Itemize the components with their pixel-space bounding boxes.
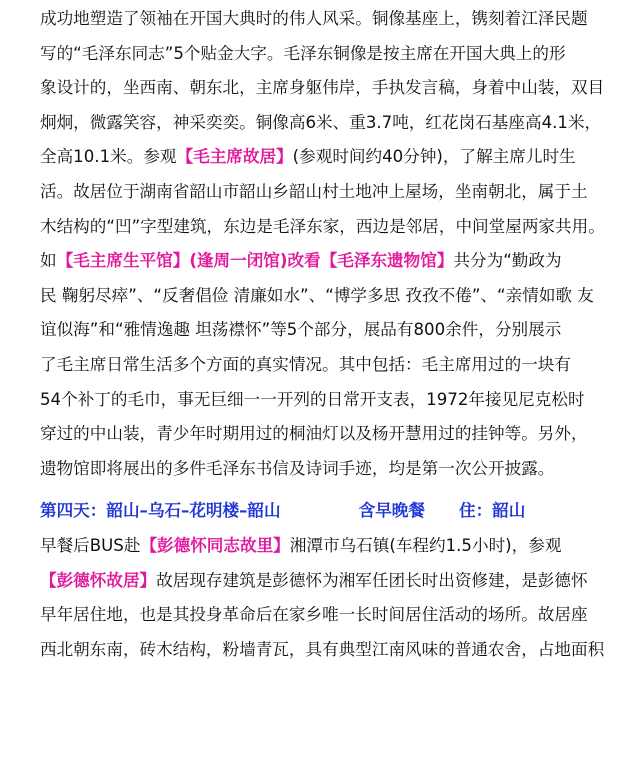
text-line: 穿过的中山装，青少年时期用过的桐油灯以及杨开慧用过的挂钟等。另外， (40, 424, 588, 444)
text-line: 【彭德怀故居】故居现存建筑是彭德怀为湘军任团长时出资修建，是彭德怀 (40, 570, 588, 590)
highlighted-attraction: 【彭德怀同志故里】 (140, 535, 290, 555)
text-line: 写的“毛泽东同志”5个贴金大字。毛泽东铜像是按主席在开国大典上的形 (40, 43, 566, 63)
text-line: 54个补丁的毛巾，事无巨细一一开列的日常开支表，1972年接见尼克松时 (40, 389, 585, 409)
text-line: 象设计的，坐西南、朝东北，主席身躯伟岸，手执发言稿，身着中山装，双目 (40, 78, 605, 98)
body-paragraph (40, 2, 613, 486)
day-meals: 含早晚餐 (358, 501, 425, 521)
text-line: 木结构的“凹”字型建筑，东边是毛泽东家，西边是邻居，中间堂屋两家共用。 (40, 216, 605, 236)
text-line: 炯炯，微露笑容，神采奕奕。铜像高6米、重3.7吨，红花岗石基座高4.1米， (40, 112, 602, 132)
highlighted-attraction: 【彭德怀故居】 (40, 570, 157, 590)
text-line: 民 鞠躬尽瘁”、“反奢倡俭 清廉如水”、“博学多思 孜孜不倦”、“亲情如歌 友 (40, 285, 594, 305)
day-route: 第四天：韶山–乌石–花明楼–韶山 (40, 501, 281, 521)
text-line: 遗物馆即将展出的多件毛泽东书信及诗词手迹，均是第一次公开披露。 (40, 458, 555, 478)
text-line: 了毛主席日常生活多个方面的真实情况。其中包括：毛主席用过的一块有 (40, 354, 571, 374)
text-line: 如【毛主席生平馆】(逢周一闭馆)改看【毛泽东遗物馆】共分为“勤政为 (40, 251, 562, 271)
text-line: 早餐后BUS赴【彭德怀同志故里】湘潭市乌石镇(车程约1.5小时)，参观 (40, 535, 562, 555)
text-line: 谊似海”和“雅情逸趣 坦荡襟怀”等5个部分，展品有800余件，分别展示 (40, 320, 562, 340)
highlighted-attraction: 【毛主席生平馆】(逢周一闭馆)改看【毛泽东遗物馆】 (56, 251, 454, 271)
text-line: 活。故居位于湖南省韶山市韶山乡韶山村土地冲上屋场，坐南朝北，属于土 (40, 181, 588, 201)
text-line: 成功地塑造了领袖在开国大典时的伟人风采。铜像基座上，镌刻着江泽民题 (40, 9, 588, 28)
text-line: 早年居住地，也是其投身革命后在家乡唯一长时间居住活动的场所。故居座 (40, 605, 588, 625)
day-paragraph (40, 529, 613, 667)
text-line: 西北朝东南，砖木结构，粉墙青瓦，具有典型江南风味的普通农舍，占地面积 (40, 639, 605, 659)
highlighted-attraction: 【毛主席故居】 (176, 147, 293, 167)
day-heading (40, 494, 613, 529)
day-accommodation: 住：韶山 (458, 501, 526, 521)
text-line: 全高10.1米。参观【毛主席故居】(参观时间约40分钟)，了解主席儿时生 (40, 147, 576, 167)
